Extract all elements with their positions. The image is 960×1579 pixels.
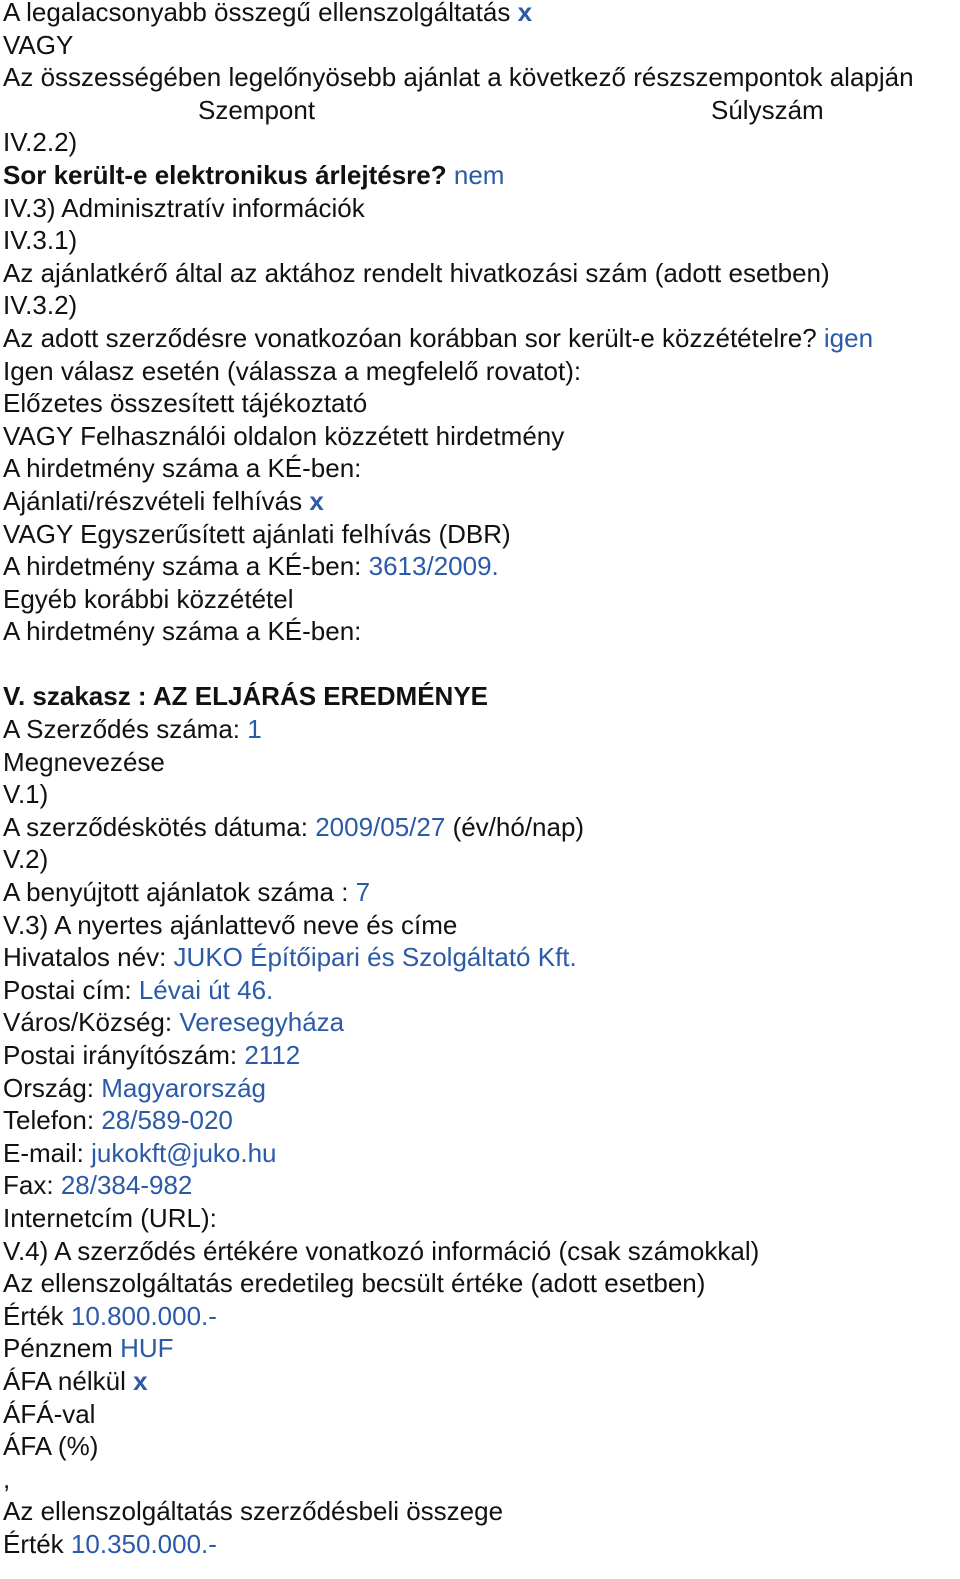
estimated-value-row bbox=[3, 1300, 958, 1333]
contract-date-format: (év/hó/nap) bbox=[452, 811, 585, 842]
best-value-label: Az összességében legelőnyösebb ajánlat a következő részszempontok alapján bbox=[3, 62, 914, 93]
postcode-label: Postai irányítószám: bbox=[3, 1040, 238, 1070]
v2-code: V.2) bbox=[3, 844, 49, 875]
estimated-currency-row bbox=[3, 1332, 958, 1365]
official-name-row bbox=[3, 941, 958, 974]
simplified-call-label: VAGY Egyszerűsített ajánlati felhívás (DBR) bbox=[3, 518, 511, 549]
weight-column-header: Súlyszám bbox=[711, 94, 824, 125]
estimated-vat-percent-label: ÁFA (%) bbox=[3, 1431, 99, 1462]
phone-label: Telefon: bbox=[3, 1105, 95, 1136]
contract-number-value: 1 bbox=[247, 714, 262, 745]
contract-number-label: A Szerződés száma: bbox=[3, 714, 240, 745]
prior-publication-question: Az adott szerződésre vonatkozóan korábban sor került-e közzétételre? bbox=[3, 322, 817, 353]
email-row bbox=[3, 1137, 958, 1170]
buyer-profile-label: VAGY Felhasználói oldalon közzétett hirdetmény bbox=[3, 420, 565, 451]
postal-address-label: Postai cím: bbox=[3, 974, 132, 1005]
city-row bbox=[3, 1006, 958, 1039]
e-auction-question: Sor került-e elektronikus árlejtésre? bbox=[3, 159, 447, 190]
final-value-row bbox=[3, 1528, 958, 1561]
if-yes-label: Igen válasz esetén (válassza a megfelelő rovatot): bbox=[3, 355, 582, 386]
contract-amount-label: Az ellenszolgáltatás szerződésbeli összege bbox=[3, 1496, 504, 1527]
fax-label: Fax: bbox=[3, 1170, 54, 1201]
final-value-amount: 10.350.000.- bbox=[70, 1528, 217, 1559]
notice-number-label-3: A hirdetmény száma a KÉ-ben: bbox=[3, 616, 362, 647]
email-value: jukokft@juko.hu bbox=[91, 1137, 277, 1168]
estimated-value-label-short: Érték bbox=[3, 1300, 64, 1331]
city-label: Város/Község: bbox=[3, 1007, 173, 1038]
postcode-row bbox=[3, 1039, 958, 1072]
estimated-no-vat-row bbox=[3, 1365, 958, 1398]
contract-date-label: A szerződéskötés dátuma: bbox=[3, 811, 308, 842]
or-label: VAGY bbox=[3, 29, 74, 60]
iv-3-1-code: IV.3.1) bbox=[3, 225, 78, 256]
city-value: Veresegyháza bbox=[179, 1007, 345, 1038]
estimated-value-label: Az ellenszolgáltatás eredetileg becsült értéke (adott esetben) bbox=[3, 1268, 706, 1299]
call-mark: x bbox=[309, 485, 324, 516]
call-row bbox=[3, 485, 958, 518]
winner-heading: V.3) A nyertes ajánlattevő neve és címe bbox=[3, 909, 458, 940]
bids-value: 7 bbox=[355, 877, 371, 908]
country-row bbox=[3, 1072, 958, 1105]
contract-name-label: Megnevezése bbox=[3, 746, 165, 777]
pin-label: Előzetes összesített tájékoztató bbox=[3, 388, 368, 419]
url-label: Internetcím (URL): bbox=[3, 1202, 217, 1233]
official-name-label: Hivatalos név: bbox=[3, 942, 167, 973]
section-v-heading: V. szakasz : AZ ELJÁRÁS EREDMÉNYE bbox=[3, 681, 488, 712]
fax-value: 28/384-982 bbox=[60, 1170, 193, 1201]
comma-line: , bbox=[3, 1463, 11, 1494]
other-prior-label: Egyéb korábbi közzététel bbox=[3, 583, 294, 614]
e-auction-row bbox=[3, 159, 958, 192]
iv-3-2-code: IV.3.2) bbox=[3, 290, 78, 321]
contract-number-row bbox=[3, 713, 958, 746]
contract-value-heading: V.4) A szerződés értékére vonatkozó információ (csak számokkal) bbox=[3, 1235, 760, 1266]
e-auction-answer: nem bbox=[453, 159, 505, 190]
document bbox=[3, 0, 958, 1561]
call-label: Ajánlati/részvételi felhívás bbox=[3, 485, 303, 516]
criteria-header-row bbox=[3, 94, 958, 127]
lowest-price-row bbox=[3, 0, 958, 29]
phone-row bbox=[3, 1104, 958, 1137]
notice-number-row-2 bbox=[3, 550, 958, 583]
phone-value: 28/589-020 bbox=[101, 1105, 233, 1136]
postal-address-row bbox=[3, 974, 958, 1007]
contract-date-value: 2009/05/27 bbox=[315, 811, 446, 842]
notice-number-value: 3613/2009. bbox=[368, 551, 499, 582]
v1-code: V.1) bbox=[3, 779, 49, 810]
estimated-no-vat-mark: x bbox=[133, 1365, 148, 1396]
estimated-currency-value: HUF bbox=[120, 1333, 174, 1364]
lowest-price-mark: x bbox=[517, 0, 533, 27]
email-label: E-mail: bbox=[3, 1137, 84, 1168]
contract-date-row bbox=[3, 811, 958, 844]
bids-row bbox=[3, 876, 958, 909]
fax-row bbox=[3, 1169, 958, 1202]
final-value-label: Érték bbox=[3, 1528, 64, 1559]
admin-info-heading: IV.3) Adminisztratív információk bbox=[3, 192, 365, 223]
estimated-no-vat-label: ÁFA nélkül bbox=[3, 1365, 126, 1396]
iv-2-2-code: IV.2.2) bbox=[3, 127, 78, 158]
estimated-with-vat-label: ÁFÁ-val bbox=[3, 1398, 96, 1429]
postcode-value: 2112 bbox=[244, 1040, 301, 1070]
spacer bbox=[3, 648, 958, 681]
prior-publication-answer: igen bbox=[823, 322, 874, 353]
estimated-value-amount: 10.800.000.- bbox=[70, 1300, 217, 1331]
prior-publication-row bbox=[3, 322, 958, 355]
criterion-column-header: Szempont bbox=[198, 94, 316, 125]
lowest-price-label: A legalacsonyabb összegű ellenszolgáltatás bbox=[3, 0, 511, 27]
country-value: Magyarország bbox=[101, 1072, 266, 1103]
notice-number-label-1: A hirdetmény száma a KÉ-ben: bbox=[3, 453, 362, 484]
postal-address-value: Lévai út 46. bbox=[138, 974, 274, 1005]
ref-number-label: Az ajánlatkérő által az aktához rendelt hivatkozási szám (adott esetben) bbox=[3, 257, 830, 288]
notice-number-label-2: A hirdetmény száma a KÉ-ben: bbox=[3, 551, 362, 582]
official-name-value: JUKO Építőipari és Szolgáltató Kft. bbox=[173, 942, 577, 973]
country-label: Ország: bbox=[3, 1072, 95, 1103]
estimated-currency-label: Pénznem bbox=[3, 1333, 113, 1364]
bids-label: A benyújtott ajánlatok száma : bbox=[3, 877, 349, 908]
